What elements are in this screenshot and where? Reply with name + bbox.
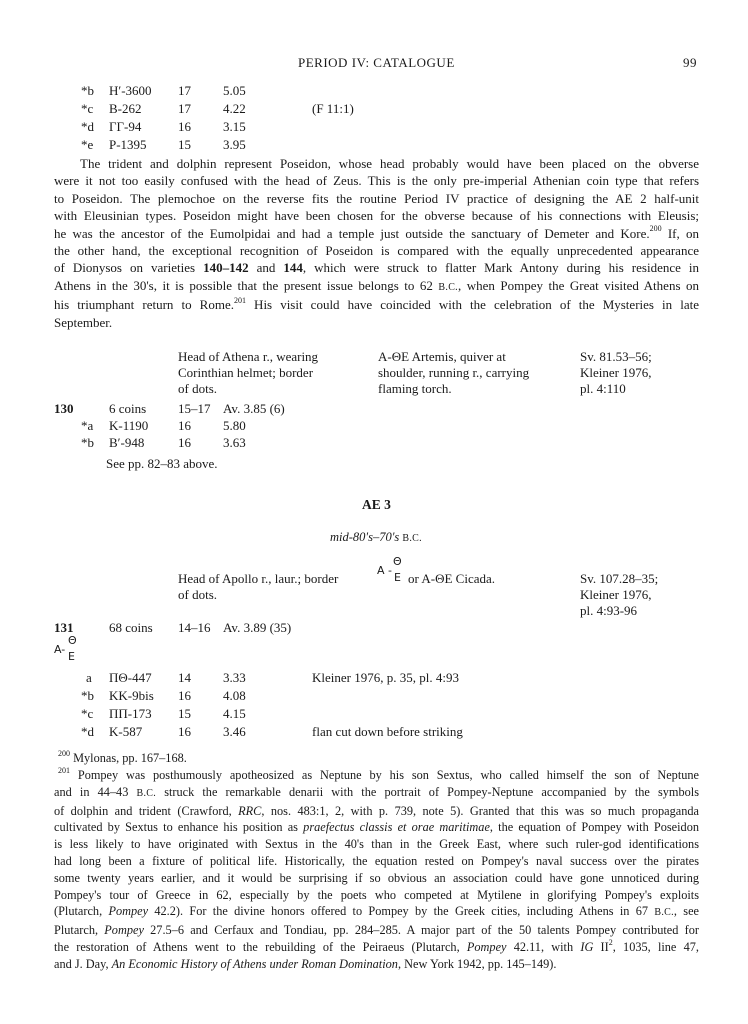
- coin-count: 68 coins: [109, 620, 153, 635]
- variety-mark: *b: [81, 688, 94, 703]
- variety-diameter: 16: [178, 435, 191, 450]
- variety-die: ΠΘ-447: [109, 670, 152, 685]
- variety-weight: 4.15: [223, 706, 246, 721]
- variety-mark: *c: [81, 101, 94, 116]
- variety-diameter: 17: [178, 83, 191, 98]
- variety-note: (F 11:1): [312, 101, 354, 116]
- variety-mark: *d: [81, 724, 94, 739]
- variety-weight: 3.15: [223, 119, 246, 134]
- issue-number: 130: [54, 401, 74, 416]
- reference-line: pl. 4:110: [580, 381, 626, 396]
- variety-mark: *d: [81, 119, 94, 134]
- variety-die: B′-948: [109, 435, 145, 450]
- variety-die: B-262: [109, 101, 142, 116]
- reference-line: pl. 4:93-96: [580, 603, 638, 618]
- variety-die: ΓΓ-94: [109, 119, 142, 134]
- monogram-theta: Θ: [68, 634, 77, 647]
- variety-note: Kleiner 1976, p. 35, pl. 4:93: [312, 670, 459, 685]
- variety-die: H′-3600: [109, 83, 152, 98]
- footnote-200: $^{200}$ Mylonas, pp. 167–168.: [58, 748, 187, 765]
- reverse-line: or A-ΘE Cicada.: [408, 571, 496, 586]
- monogram-a: A -: [377, 564, 392, 577]
- variety-die: K-1190: [109, 418, 149, 433]
- reference-line: Sv. 107.28–35;: [580, 571, 659, 586]
- variety-weight: 5.80: [223, 418, 246, 433]
- variety-mark: *e: [81, 137, 94, 152]
- commentary-paragraph: The trident and dolphin represent Poseidon, whose head probably would have been placed on the obverse were it not too easily confused with the head of Zeus. This is the only pre-imperial Athenian coin type that refers to Poseidon. The plemochoe on the reverse fits the routine Period IV practice of designing the AE 2 half-unit with Eleusinian types. Poseidon might have been chosen for the obverse because of his connections with Eleusis; he was the ancestor of the Eumolpidai and had a temple just outside the sanctuary of Demeter and Kore.$^{200}$ If, on the other hand, the exceptional recognition of Poseidon is compared with the equally unprecedented appearance of Dionysos on varieties 140–142 and 144, which were struck to flatter Mark Antony during his residence in Athens in the 30's, it is possible that the present issue belongs to 62 B.C., when Pompey the Great visited Athens on his triumphant return to Rome.$^{201}$ His visit could have coincided with the celebration of the Mysteries in late September.: [54, 156, 700, 330]
- average-weight: Av. 3.89 (35): [223, 620, 292, 635]
- variety-diameter: 16: [178, 418, 191, 433]
- variety-die: K-587: [109, 724, 143, 739]
- variety-die: P-1395: [109, 137, 147, 152]
- footnote-201: $^{201}$ Pompey was posthumously apotheosized as Neptune by his son Sextus, who called himself the son of Neptune and in 44–43 B.C. struck the remarkable denarii with the portrait of Pompey-Neptune accompanied by the symbols of dolphin and trident (Crawford, RRC, nos. 483:1, 2, with p. 739, note 5). Granted that this was so much propaganda cultivated by Sextus to enhance his position as praefectus classis et orae maritimae, the equation of Pompey with Poseidon is less likely to have originated with Sextus in the 40's than in the Greek East, where such ruler-god identifications had long been a fixture of political life. Historically, the equation rested on Pompey's naval success over the pirates some twenty years earlier, and it would be surprising if so obvious an association could have gone unnoticed during Pompey's tour of Greece in 62, especially by the poets who competed at Mytilene in glorifying Pompey's exploits (Plutarch, Pompey 42.2). For the divine honors offered to Pompey by the Greek cities, including Athens in 67 B.C., see Plutarch, Pompey 27.5–6 and Cerfaux and Tondiau, pp. 284–285. A major part of the 50 talents Pompey contributed for the restoration of Athens went to the rebuilding of the Peiraeus (Plutarch, Pompey 42.11, with IG $II^2$, 1035, line 47, and J. Day, An Economic History of Athens under Roman Domination, New York 1942, pp. 145–149).: [54, 765, 700, 971]
- reference-line: Kleiner 1976,: [580, 587, 652, 602]
- footnote-ref-200[interactable]: 200: [649, 224, 662, 234]
- obverse-line: Corinthian helmet; border: [178, 365, 314, 380]
- variety-diameter: 15: [178, 706, 191, 721]
- reverse-line: A-ΘE Artemis, quiver at: [378, 349, 506, 364]
- issue-number: 131: [54, 620, 74, 635]
- variety-diameter: 17: [178, 101, 191, 116]
- obverse-line: of dots.: [178, 381, 217, 396]
- reference-line: Kleiner 1976,: [580, 365, 652, 380]
- reverse-line: flaming torch.: [378, 381, 452, 396]
- cross-reference: See pp. 82–83 above.: [106, 456, 218, 471]
- variety-mark: *b: [81, 435, 94, 450]
- diameter-range: 14–16: [178, 620, 211, 635]
- variety-diameter: 15: [178, 137, 191, 152]
- footnote-ref-201[interactable]: 201: [233, 295, 246, 305]
- reference-line: Sv. 81.53–56;: [580, 349, 652, 364]
- variety-mark: *a: [81, 418, 94, 433]
- reverse-line: shoulder, running r., carrying: [378, 365, 530, 380]
- variety-weight: 3.33: [223, 670, 246, 685]
- obverse-line: Head of Athena r., wearing: [178, 349, 319, 364]
- average-weight: Av. 3.85 (6): [223, 401, 285, 416]
- monogram-e: E: [394, 571, 401, 584]
- variety-mark: a: [86, 670, 92, 685]
- variety-weight: 3.63: [223, 435, 246, 450]
- monogram-theta: Θ: [393, 555, 402, 568]
- variety-weight: 3.46: [223, 724, 246, 739]
- section-heading: AE 3: [362, 497, 391, 512]
- variety-note: flan cut down before striking: [312, 724, 463, 739]
- obverse-line: of dots.: [178, 587, 217, 602]
- running-title: PERIOD IV: CATALOGUE: [298, 55, 455, 70]
- monogram-a: A-: [54, 643, 66, 656]
- variety-weight: 4.08: [223, 688, 246, 703]
- variety-mark: *c: [81, 706, 94, 721]
- variety-die: ΠΠ-173: [109, 706, 152, 721]
- diameter-range: 15–17: [178, 401, 211, 416]
- coin-count: 6 coins: [109, 401, 147, 416]
- monogram-e: E: [68, 650, 75, 663]
- variety-weight: 4.22: [223, 101, 246, 116]
- variety-diameter: 16: [178, 119, 191, 134]
- obverse-line: Head of Apollo r., laur.; border: [178, 571, 339, 586]
- variety-die: KK-9bis: [109, 688, 154, 703]
- section-date: mid-80's–70's B.C.: [330, 530, 422, 544]
- variety-weight: 5.05: [223, 83, 246, 98]
- page-number: 99: [683, 55, 697, 70]
- variety-diameter: 14: [178, 670, 191, 685]
- variety-mark: *b: [81, 83, 94, 98]
- variety-diameter: 16: [178, 688, 191, 703]
- variety-diameter: 16: [178, 724, 191, 739]
- variety-weight: 3.95: [223, 137, 246, 152]
